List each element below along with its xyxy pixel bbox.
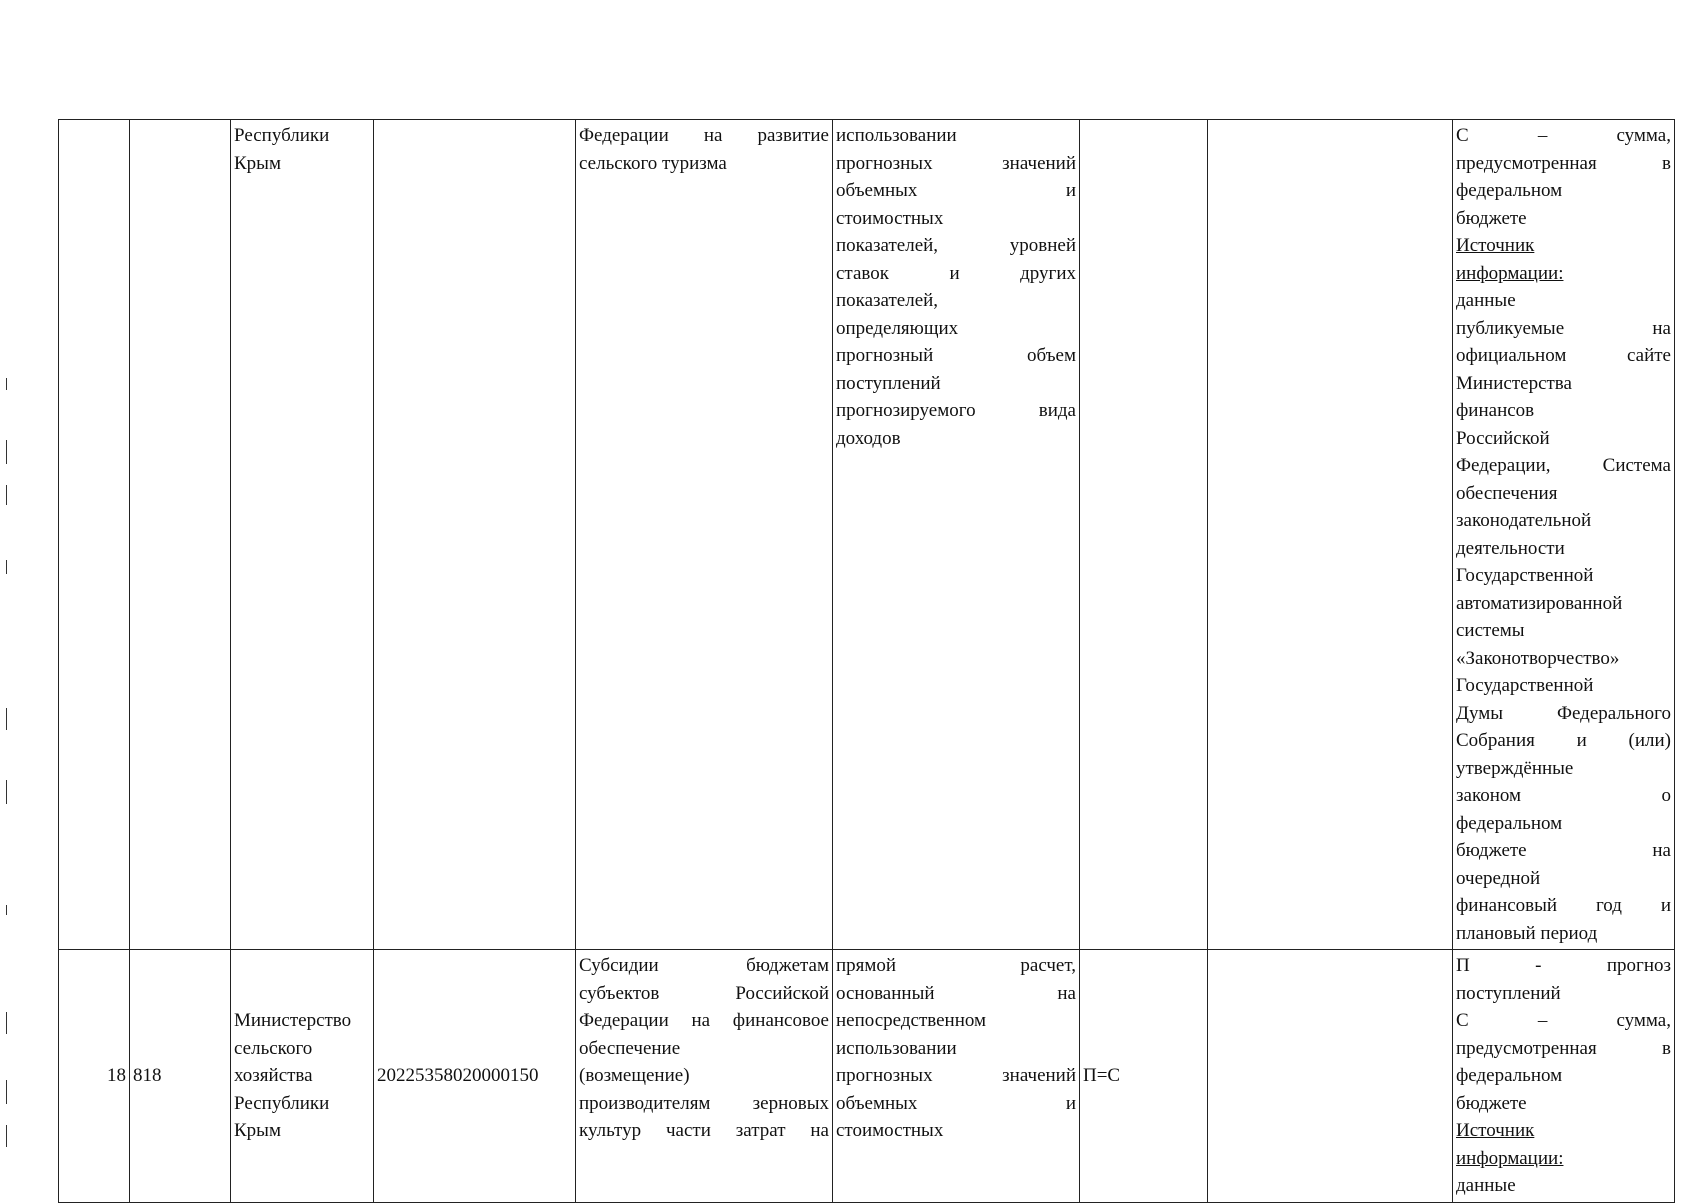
source-label: Источник bbox=[1456, 1120, 1535, 1141]
cell-algorithm bbox=[1208, 950, 1453, 1203]
cell-number bbox=[59, 120, 130, 950]
cell-code bbox=[130, 120, 231, 950]
cell-code: 818 bbox=[130, 950, 231, 1203]
source-label: информации: bbox=[1456, 262, 1564, 284]
cell-algorithm bbox=[1208, 120, 1453, 950]
source-label: Источник bbox=[1456, 235, 1535, 256]
cell-administrator: Министерство сельского хозяйства Республики Крым bbox=[231, 950, 374, 1203]
cell-kbk bbox=[374, 120, 576, 950]
cell-description: П - прогноз поступлений С – сумма, предусмотренная в федеральном бюджете Источник информации: данные bbox=[1453, 950, 1675, 1203]
cell-income-name: Федерации на развитие сельского туризма bbox=[576, 120, 833, 950]
cell-income-name: Субсидии бюджетам субъектов Российской Федерации на финансовое обеспечение (возмещение) производителям зерновых культур части затрат на bbox=[576, 950, 833, 1203]
cell-method: прямой расчет, основанный на непосредственном использовании прогнозных значений объемных и стоимостных bbox=[833, 950, 1080, 1203]
table-row bbox=[59, 120, 1675, 950]
cell-description: С – сумма, предусмотренная в федеральном бюджете Источник информации: данные публикуемые на официальном сайте Министерства финансов Российской Федерации, Система обеспечения законодательной деятельности Государственной автоматизированной системы «Законотворчество» Государственной Думы Федерального Собрания и (или) утверждённые законом о федеральном бюджете на очередной финансовый год и плановый период bbox=[1453, 120, 1675, 950]
cell-method: использовании прогнозных значений объемных и стоимостных показателей, уровней ставок и других показателей, определяющих прогнозный объем поступлений прогнозируемого вида доходов bbox=[833, 120, 1080, 950]
cell-number: 18 bbox=[59, 950, 130, 1203]
cell-formula bbox=[1080, 120, 1208, 950]
table-row bbox=[59, 950, 1675, 1203]
cell-administrator: Республики Крым bbox=[231, 120, 374, 950]
source-label: информации: bbox=[1456, 1147, 1564, 1169]
cell-formula: П=С bbox=[1080, 950, 1208, 1203]
forecast-methods-table bbox=[58, 119, 1675, 1203]
scan-edge-marks bbox=[0, 0, 14, 1200]
cell-kbk: 20225358020000150 bbox=[374, 950, 576, 1203]
